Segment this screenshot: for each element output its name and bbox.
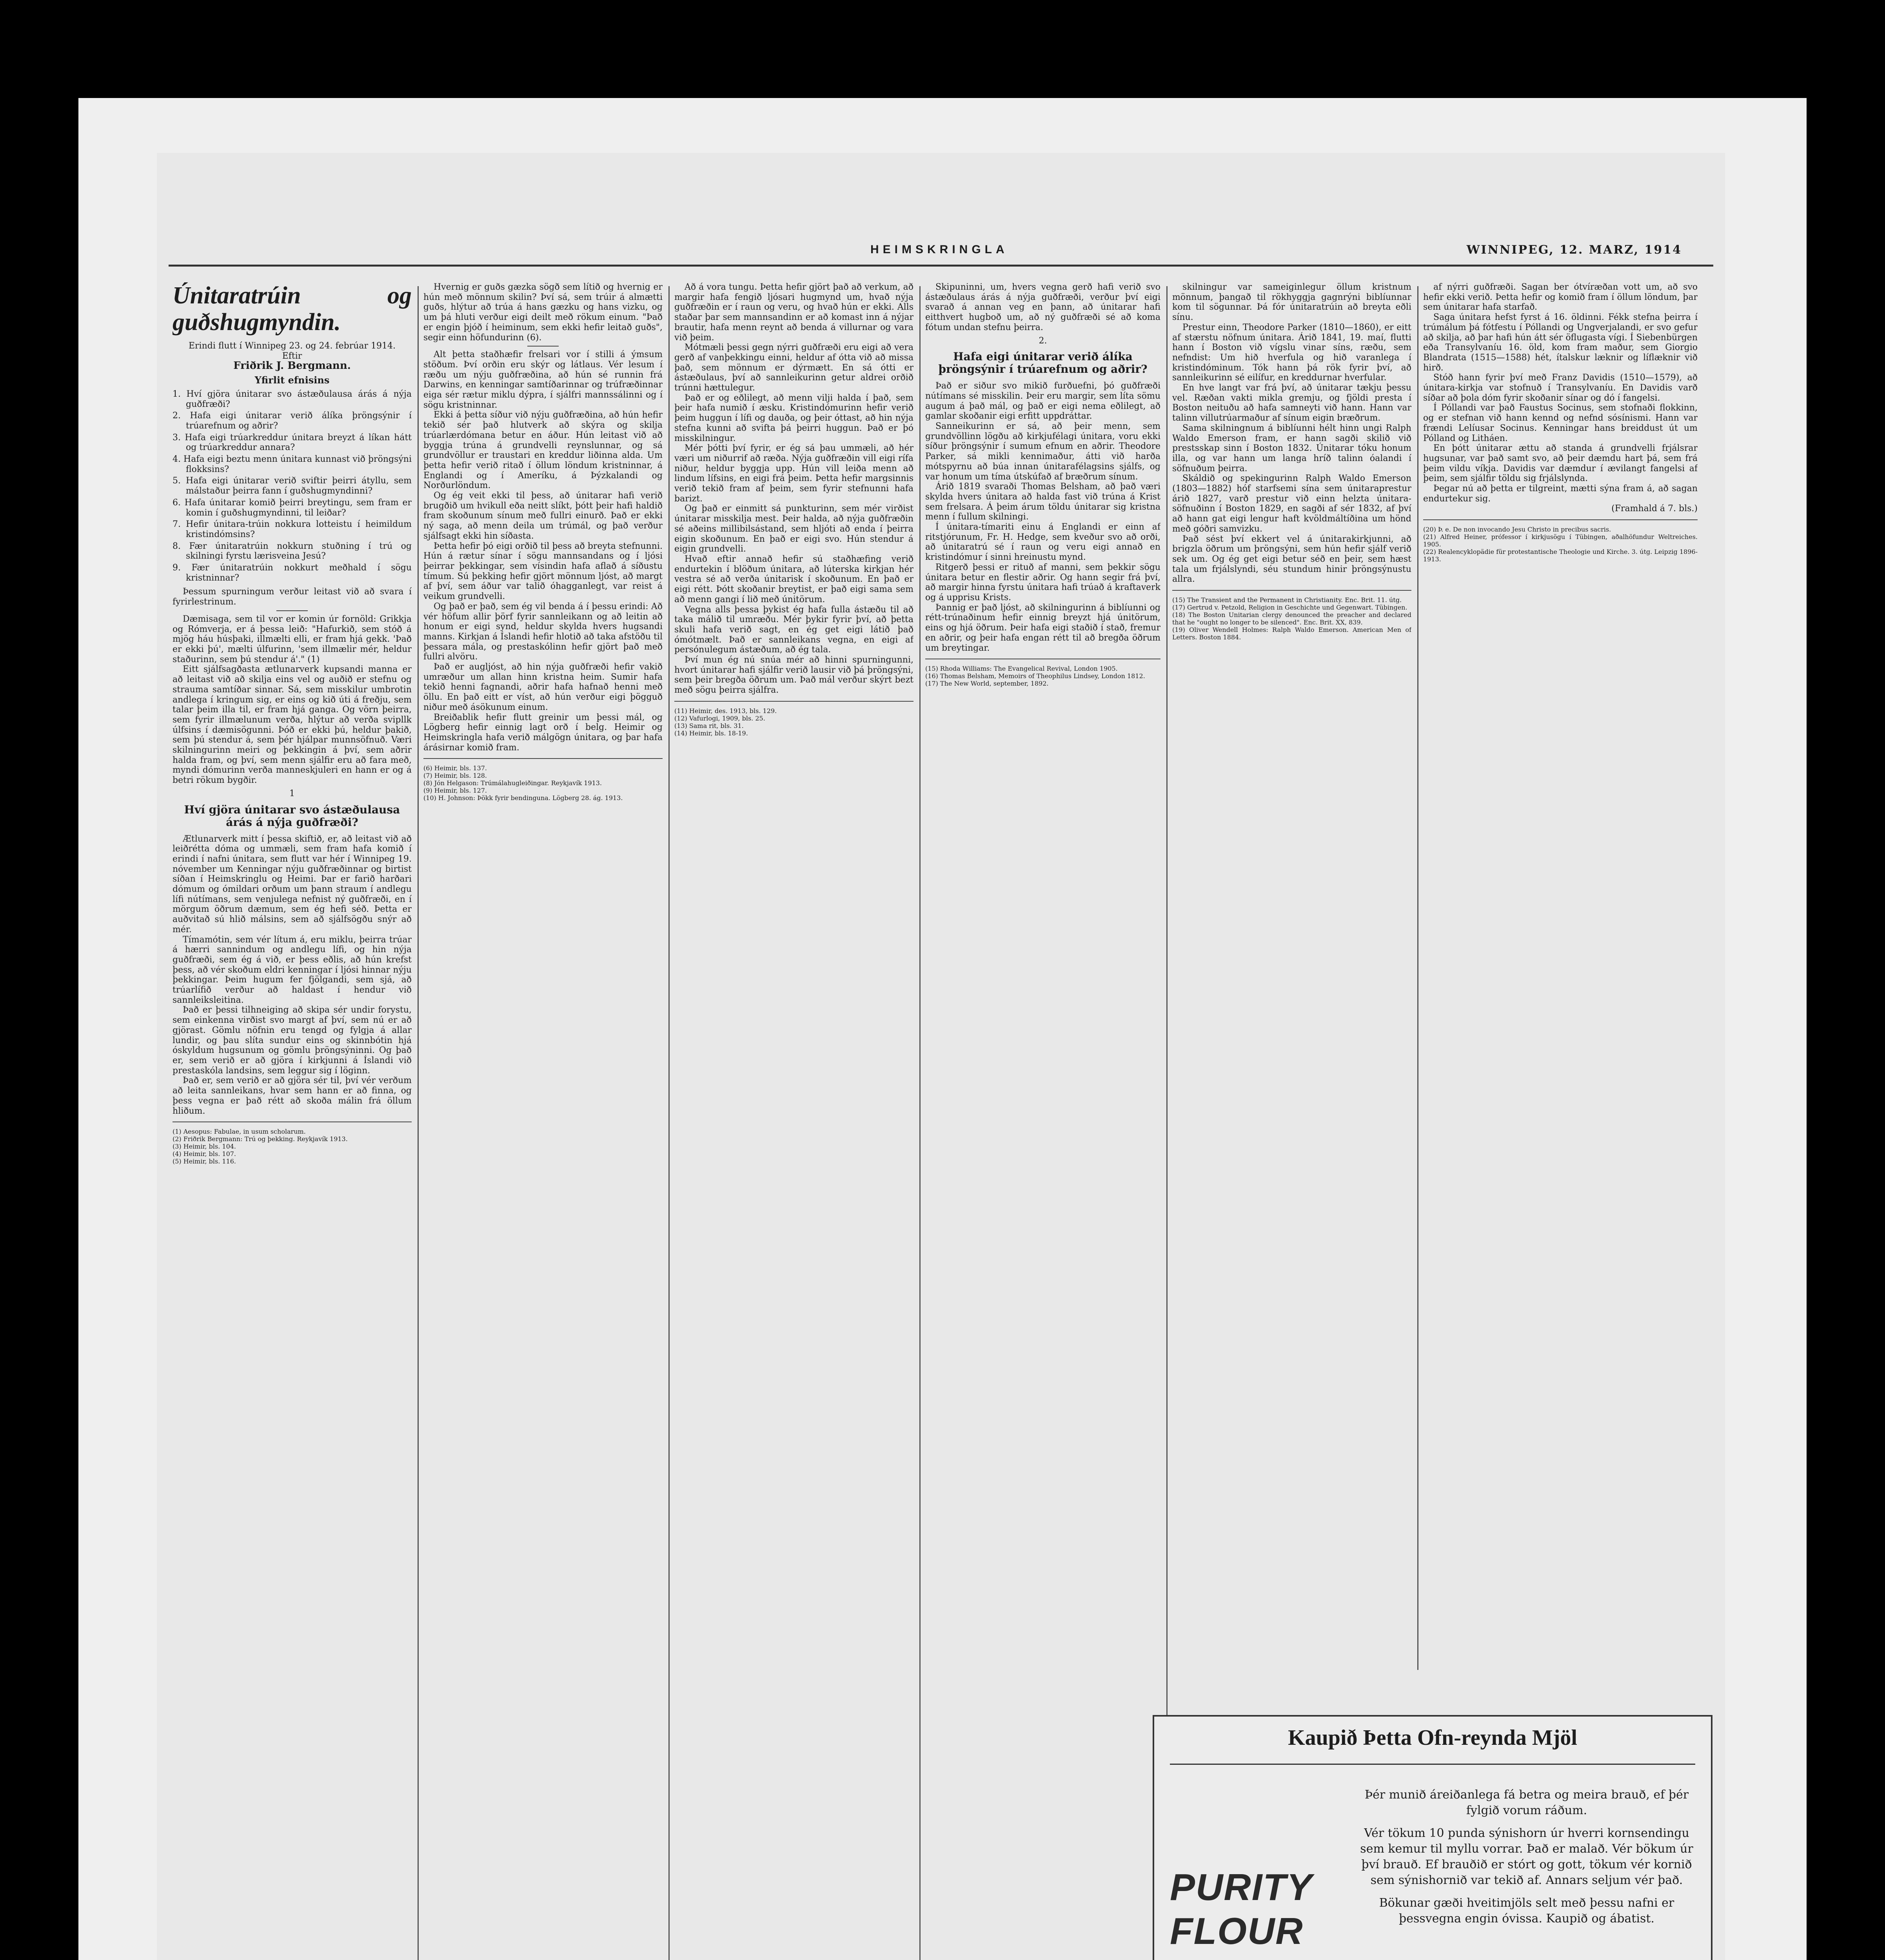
contents-item: 4. Hafa eigi beztu menn únitara kunnast við þröngsýni flokksins? bbox=[173, 454, 412, 474]
section-divider bbox=[527, 346, 559, 347]
paragraph: Hvernig er guðs gæzka sögð sem lítið og hvernig er hún með mönnum skilin? Því sá, sem trúir á almætti guðs, hlýtur að trúa á hans gæzku og hans vizku, og um þá hluti verður eigi deilt með rökum einum. "Það er engin þjóð í heiminum, sem ekki hefir leitað guðs", segir einn höfundurinn (6). bbox=[423, 282, 663, 343]
paragraph: Sama skilningnum á biblíunni hélt hinn ungi Ralph Waldo Emerson fram, er hann sagði skilið við prestsskap sinn í Boston 1832. Únitarar tóku honum illa, og var hann um langa hríð talinn óalandi í söfnuðum þeirra. bbox=[1172, 423, 1411, 474]
paragraph: Stóð hann fyrir því með Franz Davidis (1510—1579), að únitara-kirkja var stofnuð í Transylvaníu. En Davidis varð síðar að þola dóm fyrir skoðanir sínar og dó í fangelsi. bbox=[1423, 373, 1698, 403]
paragraph: Mótmæli þessi gegn nýrri guðfræði eru eigi að vera gerð af vanþekkingu einni, heldur af ótta við að missa það, sem mönnum er dýrmætt. En sá ótti er ástæðulaus, því að sannleikurinn getur aldrei orðið trúnni hættulegur. bbox=[674, 343, 913, 393]
paragraph: En hve langt var frá því, að únitarar tækju þessu vel. Ræðan vakti mikla gremju, og fjöldi presta í Boston neituðu að hafa samneyti við hann. Hann var talinn villutrúarmaður af sínum eigin bræðrum. bbox=[1172, 383, 1411, 423]
logo-line: PURITY bbox=[1170, 1866, 1313, 1908]
paragraph: Eitt sjálfsagðasta ætlunarverk kupsandi manna er að leitast við að skilja eins vel og auðið er stefnu og strauma samtíðar sinnar. Sá, sem misskilur umbrotin andlega í kringum sig, er eins og kið úti á freðju, sem talar þeim illa til, er fram hjá ganga. Og vörn þeirra, sem fyrir illmælunum verða, hlýtur að verða svipllk úlfsins í dæmisögunni. Þóð er ekki þú, heldur þakið, sem þú stendur á, sem þér hjálpar munnsöfnuð. Væri skilningurinn meiri og þekkingin á því, sem aðrir halda fram, og því, sem menn sjálfir eru að fara með, myndi dómurinn verða manneskjuleri en hann er og á betri rökum bygðir. bbox=[173, 664, 412, 786]
footnote: (22) Realencyklopädie für protestantische Theologie und Kirche. 3. útg. Leipzig 1896-1913. bbox=[1423, 548, 1698, 563]
ad-paragraph: Vér tökum 10 punda sýnishorn úr hverri kornsendingu sem kemur til myllu vorrar. Það er malað. Vér bökum úr því brauð. Ef brauðið er stórt og gott, tökum vér kornið sem sýnishornið var tekið af. Annars seljum vér það. bbox=[1360, 1826, 1693, 1887]
footnotes bbox=[925, 665, 1160, 687]
paragraph: Því mun ég nú snúa mér að hinni spurningunni, hvort únitarar hafi sjálfir verið lausir við þá þröngsýni, sem þeir bregða öðrum um. Það mál verður skýrt bezt með sögu þeirra sjálfra. bbox=[674, 655, 913, 695]
paragraph: Alt þetta staðhæfir frelsari vor í stilli á ýmsum stöðum. Því orðin eru skýr og látlaus. Vér lesum í ræðu um nýju guðfræðina, að hún sé runnin frá Darwins, en kenningar samtíðarinnar og trúfræðinnar eiga sér rætur miklu dýpra, í sjálfri mannssálinni og í sögu kristninnar. bbox=[423, 350, 663, 410]
paragraph: Árið 1819 svaraði Thomas Belsham, að það væri skylda hvers únitara að halda fast við trúna á Krist sem frelsara. Á þeim árum töldu únitarar sig kristna menn í fullum skilningi. bbox=[925, 482, 1160, 522]
ad-paragraph: Þér munið áreiðanlega fá betra og meira brauð, ef þér fylgið vorum ráðum. bbox=[1364, 1788, 1689, 1817]
question-heading: Hafa eigi únitarar verið álíka þröngsýnir í trúarefnum og aðrir? bbox=[938, 350, 1148, 376]
paragraph: Hvað eftir annað hefir sú staðhæfing verið endurtekin í blöðum únitara, að lúterska kirkjan hér vestra sé að verða únitarisk í skoðunum. En það er eigi rétt. Þótt skoðanir breytist, er það eigi sama sem að menn gangi í lið með únitörum. bbox=[674, 554, 913, 604]
contents-list bbox=[173, 389, 412, 583]
dateline: WINNIPEG, 12. MARZ, 1914 bbox=[1466, 243, 1682, 257]
paragraph: Í Póllandi var það Faustus Socinus, sem stofnaði flokkinn, og er stefnan við hann kennd og nefnd sósínismi. Hann var frændi Lelíusar Socinus. Kenningar hans breiddust út um Pólland og Litháen. bbox=[1423, 403, 1698, 443]
column-separator bbox=[919, 286, 921, 1960]
paragraph: Að á vora tungu. Þetta hefir gjört það að verkum, að margir hafa fengið ljósari hugmynd um, hvað nýja guðfræðin er í raun og veru, og hvað hún er ekki. Alls staðar þar sem mannsandinn er að komast inn á nýjar brautir, hafa menn reynt að benda á villurnar og vara við þeim. bbox=[674, 282, 913, 343]
footnote: (8) Jón Helgason: Trúmálahugleiðingar. Reykjavík 1913. bbox=[423, 779, 602, 787]
paragraph: Það sést því ekkert vel á únitarakirkjunni, að brigzla öðrum um þröngsýni, sem hún hefir sjálf verið sek um. Og ég get eigi betur séð en þeir, sem hæst tala um frjálslyndi, séu stundum hinir þröngsýnustu allra. bbox=[1172, 534, 1411, 584]
paragraph: Skipuninni, um, hvers vegna gerð hafi verið svo ástæðulaus árás á nýja guðfræði, verður því eigi svarað á annan veg en þann, að únitarar hafi eitthvert hugboð um, að ný guðfræði sé að koma fótum undan stefnu þeirra. bbox=[925, 282, 1160, 332]
paragraph: Sanneikurinn er sá, að þeir menn, sem grundvöllinn lögðu að kirkjufélagi únitara, voru ekki síður þröngsýnir í sumum efnum en aðrir. Theodore Parker, sá mikli kennimaður, átti við harða mótspyrnu að búa innan únitarafélagsins sjálfs, og var honum um tíma útskúfað af bræðrum sínum. bbox=[925, 421, 1160, 482]
footnote-rule bbox=[1172, 590, 1411, 591]
footnote: (7) Heimir, bls. 128. bbox=[423, 772, 487, 780]
footnote-rule bbox=[423, 758, 663, 759]
ad-body bbox=[1358, 1787, 1695, 1934]
paragraph: Og ég veit ekki til þess, að únitarar hafi verið brugðið um hvikull eða neitt slíkt, þótt þeir hafi haldið fram skoðunum sínum með fullri einurð. Það er ekki ný saga, að menn deila um trúmál, og það verður sjálfsagt ekki hin síðasta. bbox=[423, 491, 663, 541]
footnotes bbox=[423, 764, 663, 802]
paragraph: Þegar nú að þetta er tilgreint, mætti sýna fram á, að sagan endurtekur sig. bbox=[1423, 484, 1698, 504]
footnote: (17) The New World, september, 1892. bbox=[925, 680, 1049, 688]
footnote-rule bbox=[674, 701, 913, 702]
section-number: 2. bbox=[1039, 336, 1047, 346]
footnote: (17) Gertrud v. Petzold, Religion in Geschichte und Gegenwart. Tübingen. bbox=[1172, 604, 1407, 612]
byline-prefix: Eftir bbox=[282, 351, 302, 361]
author-name: Friðrik J. Bergmann. bbox=[233, 360, 351, 372]
paragraph: Breiðablik hefir flutt greinir um þessi mál, og Lögberg hefir einnig lagt orð í belg. Heimir og Heimskringla hafa verið málgögn únitara, og þar hafa árásirnar komið fram. bbox=[423, 712, 663, 753]
section-divider bbox=[276, 610, 308, 611]
contents-heading: Yfirlit efnisins bbox=[254, 374, 330, 386]
paragraph: Ekki á þetta síður við nýju guðfræðina, að hún hefir tekið sér það hlutverk að skýra og skilja trúarlærdómana betur en áður. Hún leitast við að byggja trúna á grundvelli reynslunnar, og sá grundvöllur er traustari en kreddur liðinna alda. Um þetta hefir verið ritað í öllum löndum kristninnar, á Englandi og í Ameríku, á Þýzkalandi og Norðurlöndum. bbox=[423, 410, 663, 491]
article-subtitle: Erindi flutt í Winnipeg 23. og 24. febrúar 1914. bbox=[188, 341, 396, 351]
contents-item: 8. Fær únitaratrúin nokkurn stuðning í trú og skilningi fyrstu lærisveina Jesú? bbox=[173, 541, 412, 561]
footnotes bbox=[1172, 596, 1411, 641]
footnotes bbox=[1423, 526, 1698, 563]
footnote: (11) Heimir, des. 1913, bls. 129. bbox=[674, 707, 777, 715]
paragraph: Það er og eðlilegt, að menn vilji halda í það, sem þeir hafa numið í æsku. Kristindómurinn hefir verið þeim huggun í lífi og dauða, og þeir óttast, að hin nýja stefna kunni að svifta þá þeirri huggun. Það er þó misskilningur. bbox=[674, 393, 913, 443]
paragraph: Það er augljóst, að hin nýja guðfræði hefir vakið umræður um allan hinn kristna heim. Sumir hafa tekið henni fagnandi, aðrir hafa hafnað henni með öllu. En það eitt er víst, að hún verður eigi þögguð niður með ásökunum einum. bbox=[423, 662, 663, 712]
contents-item: 2. Hafa eigi únitarar verið álíka þröngsýnir í trúarefnum og aðrir? bbox=[173, 411, 412, 431]
contents-item: 5. Hafa eigi únitarar verið sviftir þeirri átyllu, sem málstaður þeirra fann í guðshugmyndinni? bbox=[173, 476, 412, 496]
footnote: (13) Sama rit, bls. 31. bbox=[674, 722, 744, 730]
page-header bbox=[157, 243, 1725, 267]
footnote: (1) Aesopus: Fabulae, in usum scholarum. bbox=[173, 1128, 306, 1136]
footnote: (20) Þ. e. De non invocando Jesu Christo in precibus sacris. bbox=[1423, 526, 1611, 534]
paragraph: Mér þótti því fyrir, er ég sá þau ummæli, að hér væri um niðurrif að ræða. Nýja guðfræðin vill eigi rífa niður, heldur byggja upp. Hún vill leiða menn að lindum lífsins, en eigi frá þeim. Þetta hefir margsinnis verið tekið fram af þeim, sem fyrir stefnunni hafa barizt. bbox=[674, 443, 913, 504]
question-heading: Hví gjöra únitarar svo ástæðulausa árás á nýja guðfræði? bbox=[184, 803, 400, 829]
footnote: (16) Thomas Belsham, Memoirs of Theophilus Lindsey, London 1812. bbox=[925, 672, 1145, 680]
footnote: (14) Heimir, bls. 18-19. bbox=[674, 729, 748, 737]
contents-tail: Þessum spurningum verður leitast við að svara í fyrirlestrinum. bbox=[173, 587, 412, 607]
paragraph: Ætlunarverk mitt í þessa skiftið, er, að leitast við að leiðrétta dóma og ummæli, sem fram hafa komið í erindi í nafni únitara, sem flutt var hér í Winnipeg 19. nóvember um Kenningar nýju guðfræðinnar og birtist síðan í Heimskringlu og Heimi. Þar er farið harðari dómum og ómildari orðum um þann straum í andlegu lífi nútímans, sem venjulega nefnist ný guðfræði, en í mörgum öðrum dæmum, sem ég hefi séð. Þetta er auðvitað sú hlið málsins, sem að sjálfsögðu snýr að mér. bbox=[173, 834, 412, 935]
paragraph: Þannig er það ljóst, að skilningurinn á biblíunni og rétt-trúnaðinum hefir einnig breyzt hjá únitörum, eins og hjá öðrum. Þeir hafa eigi staðið í stað, fremur en aðrir, og þeir hafa engan rétt til að bregða öðrum um breytingar. bbox=[925, 603, 1160, 653]
paragraph: Skáldið og spekingurinn Ralph Waldo Emerson (1803—1882) hóf starfsemi sína sem únitaraprestur árið 1827, varð prestur við einn helzta únitara-söfnuðinn í Boston 1829, en sagði af sér 1832, af því að hann gat eigi lengur haft kvöldmáltíðina um hönd með góðri samvizku. bbox=[1172, 474, 1411, 534]
section-number: 1 bbox=[289, 788, 295, 799]
column-separator bbox=[1417, 286, 1418, 1670]
footnote: (12) Vafurlogi, 1909, bls. 25. bbox=[674, 714, 765, 722]
paragraph: Það er þessi tilhneiging að skipa sér undir forystu, sem einkenna virðist svo margt af því, sem nú er að gjörast. Gömlu nöfnin eru tengd og fylgja á allar lundir, og þau slíta sundur eins og skinnbótin hjá óskyldum hugsunum og gömlu þröngsýninni. Og það er, sem verið er að gjöra í kirkjunni á Íslandi við prestaskóla landsins, sem leggur sig í löginn. bbox=[173, 1005, 412, 1076]
column-separator bbox=[418, 286, 419, 1960]
paragraph: En þótt únitarar ættu að standa á grundvelli frjálsrar hugsunar, var það samt svo, að þeir dæmdu hart þá, sem frá þeim vildu víkja. Davidis var dæmdur í ævilangt fangelsi af þeim, sem sjálfir töldu sig frjálslynda. bbox=[1423, 443, 1698, 484]
column-1 bbox=[173, 282, 412, 1960]
paragraph: af nýrri guðfræði. Sagan ber ótvíræðan vott um, að svo hefir ekki verið. Þetta hefir og komið fram í öllum löndum, þar sem únitarar hafa starfað. bbox=[1423, 282, 1698, 312]
paragraph: Ritgerð þessi er rituð af manni, sem þekkir sögu únitara betur en flestir aðrir. Og hann segir frá því, að margir hinna fyrstu únitara hafi trúað á kraftaverk og á upprisu Krists. bbox=[925, 562, 1160, 603]
flour-advertisement bbox=[1153, 1715, 1712, 1960]
paragraph: Í únitara-tímariti einu á Englandi er einn af ritstjórunum, Fr. H. Hedge, sem kveður svo að orði, að únitaratrú sé í raun og veru eigi annað en kristindómur í sinni hreinustu mynd. bbox=[925, 522, 1160, 563]
footnote: (2) Friðrik Bergmann: Trú og þekking. Reykjavík 1913. bbox=[173, 1135, 348, 1143]
footnote: (18) The Boston Unitarian clergy denounced the preacher and declared that he "ought no longer to be silenced". Enc. Brit. XX, 839. bbox=[1172, 611, 1411, 626]
column-6 bbox=[1423, 282, 1698, 1666]
newspaper-name: HEIMSKRINGLA bbox=[870, 243, 1008, 256]
purity-flour-logo bbox=[1170, 1866, 1350, 1953]
paragraph: Það er, sem verið er að gjöra sér til, því vér verðum að leita sannleikans, hvar sem hann er að finna, og þess vegna er það rétt að skoða málin frá öllum hliðum. bbox=[173, 1076, 412, 1116]
footnotes bbox=[173, 1128, 412, 1165]
footnote: (19) Oliver Wendell Holmes: Ralph Waldo Emerson. American Men of Letters. Boston 1884. bbox=[1172, 626, 1411, 641]
column-3 bbox=[674, 282, 913, 1960]
contents-item: 9. Fær únitaratrúin nokkurt meðhald í sögu kristninnar? bbox=[173, 563, 412, 583]
ad-headline: Kaupið Þetta Ofn-reynda Mjöl bbox=[1288, 1726, 1577, 1750]
column-5 bbox=[1172, 282, 1411, 1666]
footnote: (5) Heimir, bls. 116. bbox=[173, 1158, 236, 1165]
footnote-rule bbox=[1423, 519, 1698, 520]
column-separator bbox=[668, 286, 670, 1960]
footnote: (10) H. Johnson: Þökk fyrir bendinguna. Lögberg 28. ág. 1913. bbox=[423, 794, 623, 802]
footnote: (4) Heimir, bls. 107. bbox=[173, 1150, 236, 1158]
contents-item: 3. Hafa eigi trúarkreddur únitara breyzt á líkan hátt og trúarkreddur annara? bbox=[173, 432, 412, 453]
ad-paragraph: Bökunar gæði hveitimjöls selt með þessu nafni er þessvegna engin óvissa. Kaupið og ábatist. bbox=[1379, 1896, 1674, 1926]
contents-item: 7. Hefir únitara-trúin nokkura lotteistu í heimildum kristindómsins? bbox=[173, 519, 412, 539]
article-title: Únitaratrúin og guðshugmyndin. bbox=[173, 282, 412, 336]
newspaper-page bbox=[157, 153, 1725, 1960]
paragraph: Saga únitara hefst fyrst á 16. öldinni. Fékk stefna þeirra í trúmálum þá fótfestu í Póllandi og Ungverjalandi, er svo gefur að skilja, að þar hafi hún átt sér öflugasta vígi. Í Siebenbürgen eða Transylvaníu 16. öld, kom fram maður, sem Giorgio Blandrata (1515—1588) hét, ítalskur læknir og líflæknir við hirð. bbox=[1423, 312, 1698, 373]
paragraph: Þetta hefir þó eigi orðið til þess að breyta stefnunni. Hún á rætur sínar í sögu mannsandans og í ljósi þeirrar þekkingar, sem vísindin hafa aflað á síðustu tímum. Sú þekking hefir gjört mönnum ljóst, að margt af því, sem áður var talið óhagganlegt, var reist á veikum grundvelli. bbox=[423, 541, 663, 602]
column-separator bbox=[1166, 286, 1168, 1960]
paragraph: Og það er einmitt sá punkturinn, sem mér virðist únitarar misskilja mest. Þeir halda, að nýja guðfræðin sé aðeins millibilsástand, sem hljóti að enda í þeirra eigin skoðunum. En það er eigi svo. Hún stendur á eigin grundvelli. bbox=[674, 504, 913, 554]
footnote: (3) Heimir, bls. 104. bbox=[173, 1143, 236, 1151]
footnote: (15) The Transient and the Permanent in Christianity. Enc. Brit. 11. útg. bbox=[1172, 596, 1402, 604]
footnote: (6) Heimir, bls. 137. bbox=[423, 764, 487, 772]
continued-note: (Framhald á 7. bls.) bbox=[1611, 504, 1698, 514]
footnote: (21) Alfred Heiner, prófessor í kirkjusögu í Tübingen, aðalhöfundur Weltreiches. 1905. bbox=[1423, 533, 1698, 548]
paragraph: skilningur var sameiginlegur öllum kristnum mönnum, þangað til rökhyggja gagnrýni biblíunnar kom til sögunnar. Þá fór únitaratrúin að breyta eðli sínu. bbox=[1172, 282, 1411, 323]
footnote: (15) Rhoda Williams: The Evangelical Revival, London 1905. bbox=[925, 665, 1118, 673]
paragraph: Dæmisaga, sem til vor er komin úr fornöld: Grikkja og Rómverja, er á þessa leið: "Hafurkið, sem stóð á mjög háu húsþaki, illmælti elli, er fram hjá gekk. 'Það er ekki þú', mælti úlfurinn, 'sem illmælir mér, heldur staðurinn, sem þú stendur á'." (1) bbox=[173, 614, 412, 664]
column-4 bbox=[925, 282, 1160, 1960]
ad-rule bbox=[1170, 1764, 1695, 1765]
column-2 bbox=[423, 282, 663, 1960]
paragraph: Og það er það, sem ég vil benda á í þessu erindi: Að vér höfum allir þörf fyrir sannleikann og að leitin að honum er eigi synd, heldur skylda hvers hugsandi manns. Kirkjan á Íslandi hefir hlotið að taka afstöðu til þessara mála, og prestaskólinn hefir gjört það með fullri alvöru. bbox=[423, 601, 663, 662]
footnotes bbox=[674, 707, 913, 737]
header-rule bbox=[169, 265, 1713, 267]
paragraph: Tímamótin, sem vér lítum á, eru miklu, þeirra trúar á hærri sannindum og andlegu lífi, og hin nýja guðfræði, sem ég á við, er þess eðlis, að hún krefst þess, að vér skoðum eldri kenningar í ljósi hinnar nýju þekkingar. Þeim hugum fer fjölgandi, sem sjá, að trúarlífið verður að haldast í hendur við sannleiksleitina. bbox=[173, 935, 412, 1005]
logo-line: FLOUR bbox=[1170, 1910, 1304, 1952]
paragraph: Vegna alls þessa þykist ég hafa fulla ástæðu til að taka málið til umræðu. Mér þykir fyrir því, að þetta skuli hafa verið sagt, en ég get eigi látið það ómótmælt. Það er sannleikans vegna, en eigi af persónulegum ástæðum, að ég tala. bbox=[674, 604, 913, 655]
paragraph: Það er siður svo mikið furðuefni, þó guðfræði nútímans sé misskilin. Þeir eru margir, sem líta sömu augum á það mál, og það er eigi nema eðlilegt, að gamlar skoðanir eigi erfitt uppdráttar. bbox=[925, 381, 1160, 421]
footnote: (9) Heimir, bls. 127. bbox=[423, 787, 487, 795]
paragraph: Prestur einn, Theodore Parker (1810—1860), er eitt af stærstu nöfnum únitara. Árið 1841, 19. maí, flutti hann í Boston við vígslu vinar síns, ræðu, sem nefndist: Um hið hverfula og hið varanlega í kristindóminum. Tók hann þá rök fyrir því, að sannleikurinn sé eilífur, en kreddurnar hverfular. bbox=[1172, 322, 1411, 383]
contents-item: 1. Hví gjöra únitarar svo ástæðulausa árás á nýja guðfræði? bbox=[173, 389, 412, 409]
contents-item: 6. Hafa únitarar komið þeirri breytingu, sem fram er komin í guðshugmyndinni, til leiðar? bbox=[173, 497, 412, 518]
